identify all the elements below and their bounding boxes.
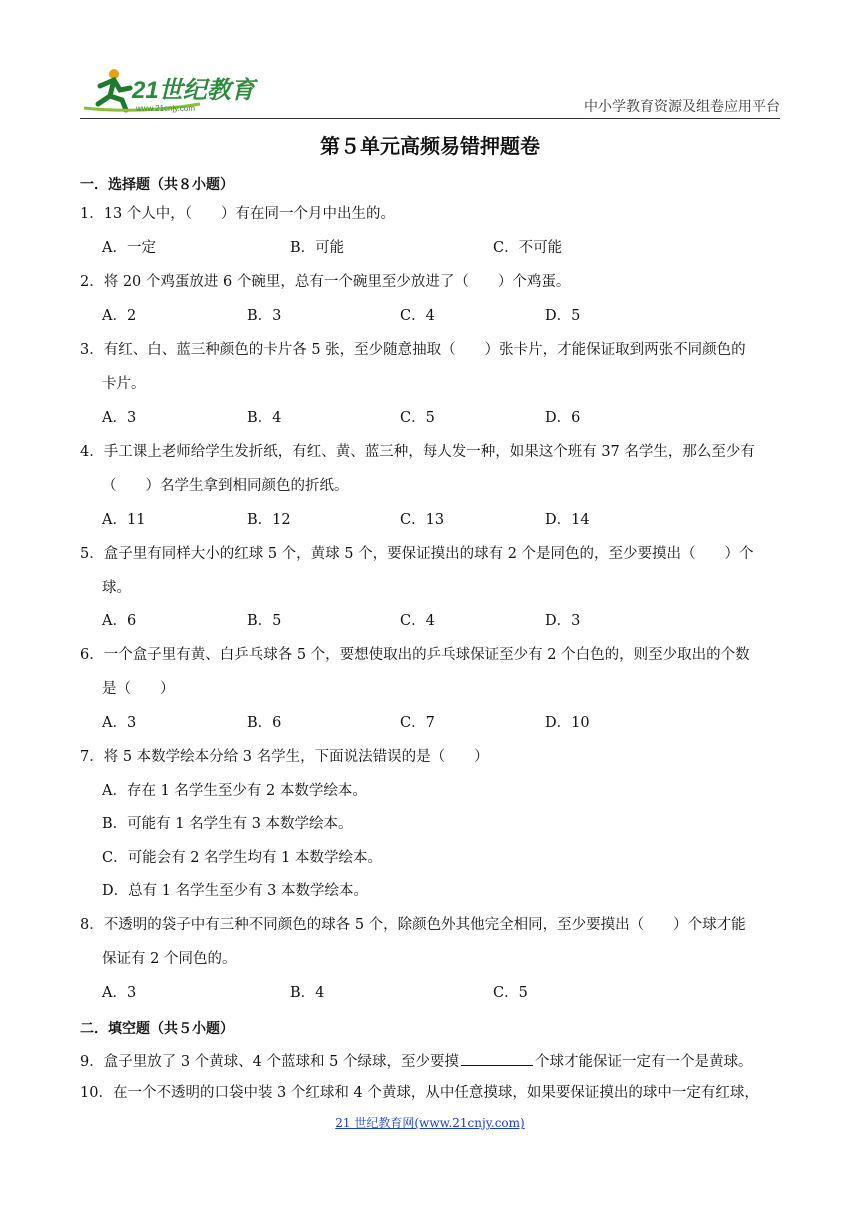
q4-option-c: C．13: [400, 512, 445, 528]
question-2: 2．将 20 个鸡蛋放进 6 个碗里，总有一个碗里至少放进了（ ）个鸡蛋。: [80, 274, 571, 290]
q6-option-d: D．10: [545, 715, 590, 731]
question-3: 3．有红、白、蓝三种颜色的卡片各 5 张，至少随意抽取（ ）张卡片，才能保证取到两张不同颜色的: [80, 342, 746, 358]
q1-option-a: A．一定: [102, 240, 156, 256]
question-10: 10．在一个不透明的口袋中装 3 个红球和 4 个黄球，从中任意摸球，如果要保证摸出的球中一定有红球，: [80, 1085, 759, 1101]
q7-option-d: D．总有 1 名学生至少有 3 本数学绘本。: [102, 883, 369, 899]
page-title: 第５单元高频易错押题卷: [320, 134, 540, 158]
q4-option-d: D．14: [545, 512, 590, 528]
section-heading-fill: 二．填空题（共５小题）: [80, 1021, 234, 1037]
section-heading-choice: 一．选择题（共８小题）: [80, 177, 234, 193]
svg-text:www.21cnjy.com: www.21cnjy.com: [136, 104, 195, 113]
q3-option-a: A．3: [102, 410, 137, 426]
logo-21cnjy: [80, 64, 260, 116]
page-header: [80, 62, 780, 118]
q4-option-b: B．12: [247, 512, 291, 528]
answer-blank[interactable]: [461, 1051, 533, 1066]
q7-option-a: A．存在 1 名学生至少有 2 本数学绘本。: [102, 783, 367, 799]
q5-option-b: B．5: [247, 613, 282, 629]
question-4-cont: （ ）名学生拿到相同颜色的折纸。: [102, 478, 349, 494]
question-5-cont: 球。: [102, 580, 131, 596]
question-8-cont: 保证有 2 个同色的。: [102, 951, 237, 967]
q6-option-a: A．3: [102, 715, 137, 731]
question-8: 8．不透明的袋子中有三种不同颜色的球各 5 个，除颜色外其他完全相同，至少要摸出（ ）个球才能: [80, 917, 746, 933]
q3-option-c: C．5: [400, 410, 435, 426]
footer: [0, 1114, 860, 1131]
q4-option-a: A．11: [102, 512, 146, 528]
question-9-after: 个球才能保证一定有一个是黄球。: [534, 1054, 753, 1070]
q5-option-c: C．4: [400, 613, 435, 629]
q2-option-b: B．3: [247, 308, 282, 324]
q1-option-b: B．可能: [290, 240, 345, 256]
q2-option-d: D．5: [545, 308, 581, 324]
q6-option-c: C．7: [400, 715, 435, 731]
platform-name: 中小学教育资源及组卷应用平台: [584, 99, 780, 115]
q3-option-b: B．4: [247, 410, 282, 426]
q8-option-b: B．4: [290, 985, 325, 1001]
question-6-cont: 是（ ）: [102, 681, 175, 697]
q6-option-b: B．6: [247, 715, 282, 731]
q8-option-c: C．5: [493, 985, 528, 1001]
question-9: [80, 1051, 752, 1071]
svg-text:21世纪教育: 21世纪教育: [132, 77, 255, 104]
question-1: 1．13 个人中，（ ）有在同一个月中出生的。: [80, 206, 396, 222]
header-divider: [80, 118, 780, 119]
question-3-cont: 卡片。: [102, 376, 146, 392]
question-4: 4．手工课上老师给学生发折纸，有红、黄、蓝三种，每人发一种，如果这个班有 37 名学生，那么至少有: [80, 444, 755, 460]
q2-option-c: C．4: [400, 308, 435, 324]
question-9-before: 9．盒子里放了 3 个黄球、4 个蓝球和 5 个绿球，至少要摸: [80, 1054, 459, 1070]
q3-option-d: D．6: [545, 410, 581, 426]
q7-option-b: B．可能有 1 名学生有 3 本数学绘本。: [102, 816, 353, 832]
q7-option-c: C．可能会有 2 名学生均有 1 本数学绘本。: [102, 850, 382, 866]
question-6: 6．一个盒子里有黄、白乒乓球各 5 个，要想使取出的乒乓球保证至少有 2 个白色的，则至少取出的个数: [80, 647, 750, 663]
question-5: 5．盒子里有同样大小的红球 5 个，黄球 5 个，要保证摸出的球有 2 个是同色的，至少要摸出（ ）个: [80, 546, 754, 562]
footer-link[interactable]: 21 世纪教育网(www.21cnjy.com): [335, 1116, 525, 1130]
q2-option-a: A．2: [102, 308, 137, 324]
question-7: 7．将 5 本数学绘本分给 3 名学生，下面说法错误的是（ ）: [80, 749, 489, 765]
q8-option-a: A．3: [102, 985, 137, 1001]
q1-option-c: C．不可能: [493, 240, 563, 256]
q5-option-a: A．6: [102, 613, 137, 629]
q5-option-d: D．3: [545, 613, 581, 629]
